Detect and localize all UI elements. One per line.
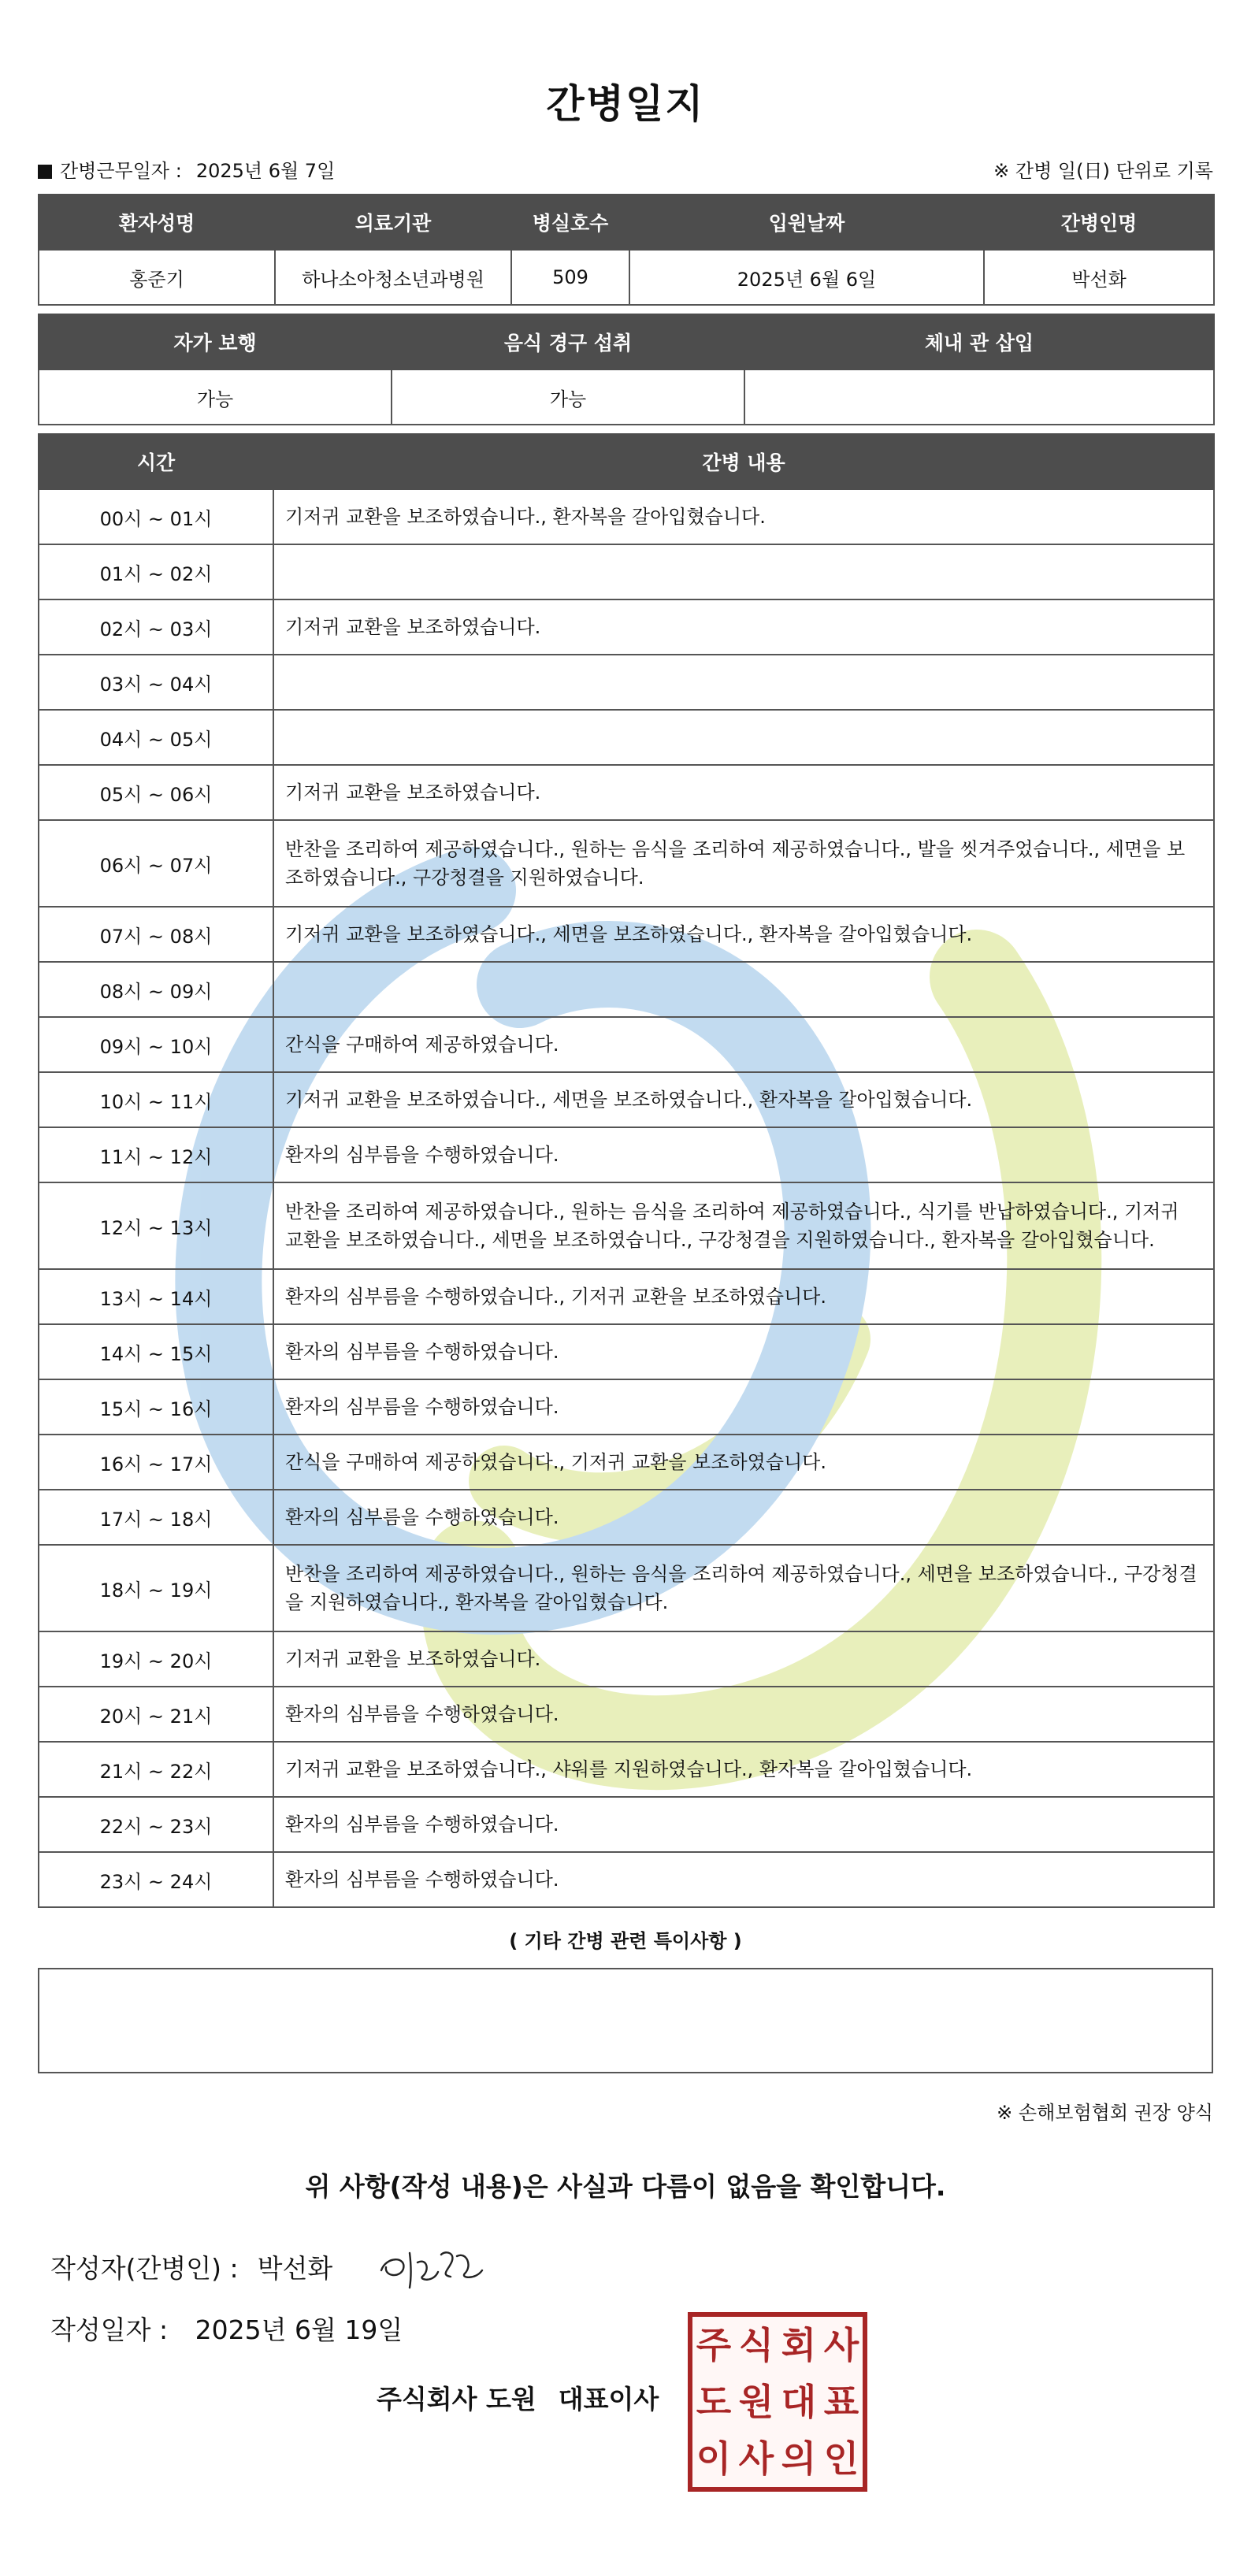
table-row — [39, 907, 1214, 962]
header-room: 병실호수 — [511, 195, 629, 250]
table-row — [39, 599, 1214, 655]
seal-char: 대 — [781, 2381, 817, 2423]
table-row — [39, 544, 1214, 599]
patient-name: 홍준기 — [39, 250, 275, 305]
table-row — [39, 1127, 1214, 1182]
remarks-box — [38, 1968, 1213, 2073]
patient-status-table — [38, 314, 1215, 425]
writer-label: 작성자(간병인) : — [50, 2252, 239, 2284]
unit-note: ※ 간병 일(日) 단위로 기록 — [993, 159, 1213, 182]
company-signature — [377, 2379, 659, 2416]
representative-title: 대표이사 — [558, 2384, 659, 2415]
time-cell: 06시 ~ 07시 — [39, 820, 273, 907]
table-row — [39, 1797, 1214, 1852]
work-date-value: 2025년 6월 7일 — [195, 159, 336, 182]
table-row — [39, 1379, 1214, 1435]
time-cell: 07시 ~ 08시 — [39, 907, 273, 962]
table-row — [39, 1269, 1214, 1324]
time-cell: 19시 ~ 20시 — [39, 1631, 273, 1687]
seal-char: 인 — [823, 2437, 859, 2480]
header-hospital: 의료기관 — [275, 195, 511, 250]
company-name: 주식회사 도원 — [377, 2384, 536, 2415]
writer-name: 박선화 — [257, 2252, 333, 2284]
seal-char: 의 — [781, 2437, 817, 2480]
seal-char: 이 — [696, 2437, 732, 2480]
header-self-walking: 자가 보행 — [39, 314, 392, 369]
table-row — [39, 1687, 1214, 1742]
header-oral-intake: 음식 경구 섭취 — [392, 314, 744, 369]
time-cell: 20시 ~ 21시 — [39, 1687, 273, 1742]
self-walking-value: 가능 — [39, 369, 392, 425]
table-row — [39, 962, 1214, 1017]
header-caregiver-name: 간병인명 — [984, 195, 1214, 250]
time-cell: 16시 ~ 17시 — [39, 1435, 273, 1490]
confirmation-statement: 위 사항(작성 내용)은 사실과 다름이 없음을 확인합니다. — [305, 2171, 946, 2202]
admission-date: 2025년 6월 6일 — [629, 250, 984, 305]
table-row — [39, 710, 1214, 765]
content-cell: 환자의 심부름을 수행하였습니다., 기저귀 교환을 보조하였습니다. — [273, 1269, 1214, 1324]
writer-line — [50, 2247, 1213, 2286]
table-row — [39, 1435, 1214, 1490]
write-date-label: 작성일자 : — [50, 2314, 169, 2345]
time-cell: 04시 ~ 05시 — [39, 710, 273, 765]
black-square-icon — [38, 165, 52, 179]
content-cell — [273, 655, 1214, 710]
time-cell: 15시 ~ 16시 — [39, 1379, 273, 1435]
time-cell: 10시 ~ 11시 — [39, 1072, 273, 1127]
content-cell — [273, 962, 1214, 1017]
table-row — [39, 1852, 1214, 1907]
table-row — [39, 820, 1214, 907]
seal-char: 식 — [738, 2324, 774, 2366]
content-cell — [273, 544, 1214, 599]
time-cell: 01시 ~ 02시 — [39, 544, 273, 599]
table-row — [39, 1742, 1214, 1797]
seal-char: 사 — [738, 2437, 774, 2480]
oral-intake-value: 가능 — [392, 369, 744, 425]
time-cell: 09시 ~ 10시 — [39, 1017, 273, 1072]
seal-char: 주 — [696, 2324, 732, 2366]
content-cell: 기저귀 교환을 보조하였습니다. — [273, 765, 1214, 820]
work-date — [38, 155, 335, 183]
table-row — [39, 1490, 1214, 1545]
header-admission-date: 입원날짜 — [629, 195, 984, 250]
content-cell: 기저귀 교환을 보조하였습니다., 세면을 보조하였습니다., 환자복을 갈아입혔습니다. — [273, 907, 1214, 962]
time-cell: 03시 ~ 04시 — [39, 655, 273, 710]
header-patient-name: 환자성명 — [39, 195, 275, 250]
content-cell: 기저귀 교환을 보조하였습니다., 세면을 보조하였습니다., 환자복을 갈아입혔습니다. — [273, 1072, 1214, 1127]
header-tube-insertion: 체내 관 삽입 — [744, 314, 1214, 369]
time-cell: 23시 ~ 24시 — [39, 1852, 273, 1907]
handwritten-signature-icon — [375, 2239, 493, 2294]
patient-info-table — [38, 194, 1215, 306]
table-row — [39, 1631, 1214, 1687]
content-cell: 기저귀 교환을 보조하였습니다., 샤워를 지원하였습니다., 환자복을 갈아입혔습니다. — [273, 1742, 1214, 1797]
content-cell: 기저귀 교환을 보조하였습니다., 환자복을 갈아입혔습니다. — [273, 489, 1214, 544]
table-row — [39, 1324, 1214, 1379]
table-row — [39, 1545, 1214, 1631]
time-cell: 00시 ~ 01시 — [39, 489, 273, 544]
seal-char: 원 — [738, 2381, 774, 2423]
table-row — [39, 1182, 1214, 1269]
caregiver-name: 박선화 — [984, 250, 1214, 305]
work-date-label: 간병근무일자 : — [60, 159, 182, 182]
remarks-title: ( 기타 간병 관련 특이사항 ) — [509, 1930, 742, 1952]
content-cell: 반찬을 조리하여 제공하였습니다., 원하는 음식을 조리하여 제공하였습니다., 식기를 반납하였습니다., 기저귀 교환을 보조하였습니다., 세면을 보조하였습니다., 구강청결을 지원하였습니다., 환자복을 갈아입혔습니다. — [273, 1182, 1214, 1269]
time-cell: 11시 ~ 12시 — [39, 1127, 273, 1182]
content-cell — [273, 710, 1214, 765]
seal-char: 표 — [823, 2381, 859, 2423]
seal-char: 도 — [696, 2381, 732, 2423]
hospital-name: 하나소아청소년과병원 — [275, 250, 511, 305]
content-cell: 환자의 심부름을 수행하였습니다. — [273, 1324, 1214, 1379]
content-cell: 간식을 구매하여 제공하였습니다. — [273, 1017, 1214, 1072]
write-date-line — [50, 2310, 1213, 2349]
time-cell: 13시 ~ 14시 — [39, 1269, 273, 1324]
table-row — [39, 655, 1214, 710]
content-cell: 환자의 심부름을 수행하였습니다. — [273, 1127, 1214, 1182]
room-number: 509 — [511, 250, 629, 305]
time-cell: 14시 ~ 15시 — [39, 1324, 273, 1379]
seal-char: 사 — [823, 2324, 859, 2366]
header-time: 시간 — [39, 434, 273, 489]
content-cell: 기저귀 교환을 보조하였습니다. — [273, 599, 1214, 655]
page-title: 간병일지 — [546, 81, 705, 127]
table-row — [39, 489, 1214, 544]
time-cell: 18시 ~ 19시 — [39, 1545, 273, 1631]
header-care-content: 간병 내용 — [273, 434, 1214, 489]
content-cell: 반찬을 조리하여 제공하였습니다., 원하는 음식을 조리하여 제공하였습니다., 발을 씻겨주었습니다., 세면을 보조하였습니다., 구강청결을 지원하였습니다. — [273, 820, 1214, 907]
table-row — [39, 765, 1214, 820]
table-row — [39, 1017, 1214, 1072]
content-cell: 간식을 구매하여 제공하였습니다., 기저귀 교환을 보조하였습니다. — [273, 1435, 1214, 1490]
content-cell: 환자의 심부름을 수행하였습니다. — [273, 1852, 1214, 1907]
content-cell: 기저귀 교환을 보조하였습니다. — [273, 1631, 1214, 1687]
content-cell: 환자의 심부름을 수행하였습니다. — [273, 1379, 1214, 1435]
care-journal-document — [38, 0, 1213, 2480]
time-cell: 12시 ~ 13시 — [39, 1182, 273, 1269]
time-cell: 21시 ~ 22시 — [39, 1742, 273, 1797]
time-cell: 05시 ~ 06시 — [39, 765, 273, 820]
company-seal-stamp — [688, 2312, 867, 2492]
meta-row — [38, 151, 1213, 186]
content-cell: 환자의 심부름을 수행하였습니다. — [273, 1797, 1214, 1852]
table-row — [39, 1072, 1214, 1127]
time-cell: 02시 ~ 03시 — [39, 599, 273, 655]
seal-char: 회 — [781, 2324, 817, 2366]
time-cell: 17시 ~ 18시 — [39, 1490, 273, 1545]
write-date-value: 2025년 6월 19일 — [195, 2314, 403, 2345]
time-cell: 22시 ~ 23시 — [39, 1797, 273, 1852]
care-log-table — [38, 433, 1215, 1908]
content-cell: 환자의 심부름을 수행하였습니다. — [273, 1687, 1214, 1742]
form-note: ※ 손해보험협회 권장 양식 — [997, 2102, 1213, 2124]
content-cell: 환자의 심부름을 수행하였습니다. — [273, 1490, 1214, 1545]
time-cell: 08시 ~ 09시 — [39, 962, 273, 1017]
content-cell: 반찬을 조리하여 제공하였습니다., 원하는 음식을 조리하여 제공하였습니다., 세면을 보조하였습니다., 구강청결을 지원하였습니다., 환자복을 갈아입혔습니다. — [273, 1545, 1214, 1631]
tube-insertion-value — [744, 369, 1214, 425]
